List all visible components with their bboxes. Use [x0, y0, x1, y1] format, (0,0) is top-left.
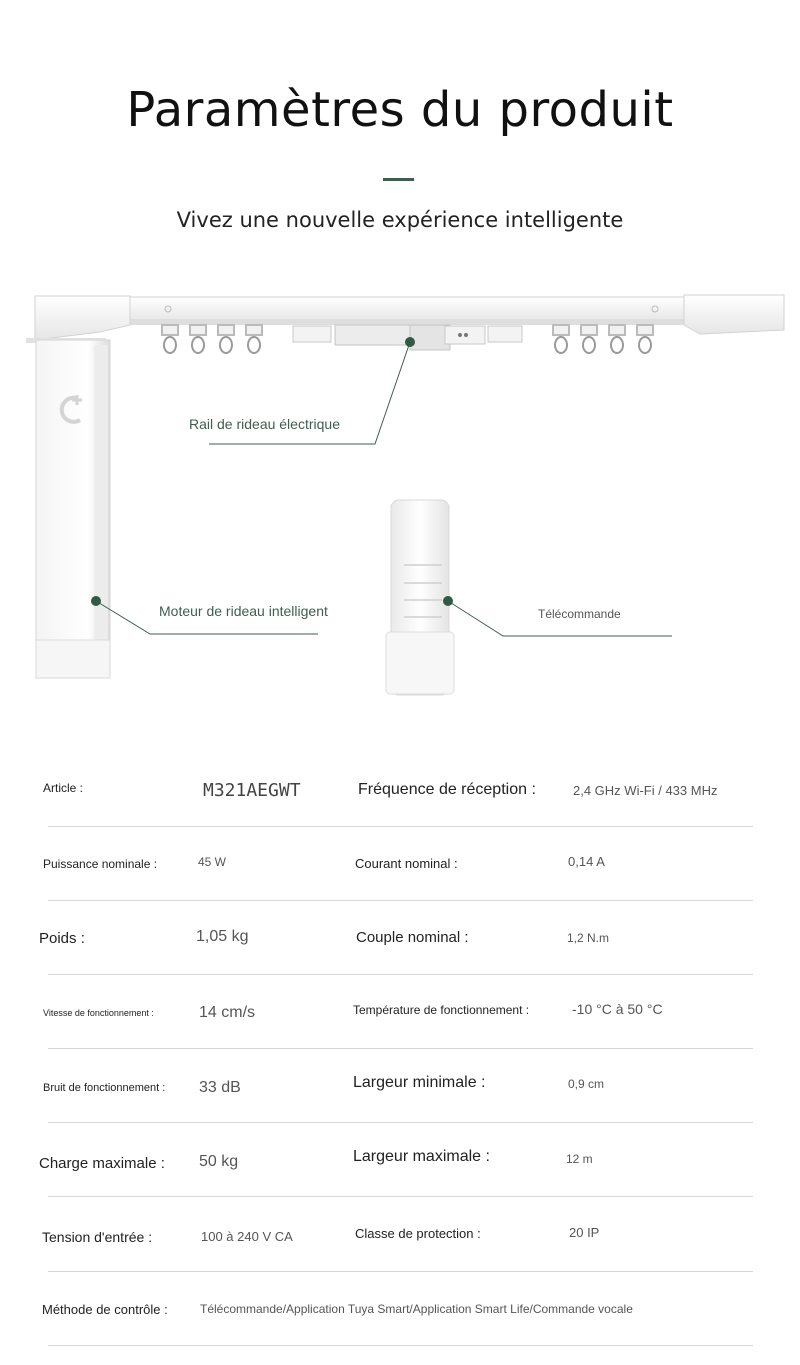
- spec-value-protection: 20 IP: [569, 1225, 600, 1240]
- spec-divider: [48, 826, 753, 827]
- spec-value-temperature: -10 °C à 50 °C: [572, 1001, 663, 1017]
- page-subtitle: Vivez une nouvelle expérience intelligente: [176, 208, 624, 232]
- remote-callout-dot: [443, 596, 453, 606]
- spec-value-article: M321AEGWT: [203, 780, 301, 801]
- spec-value-current: 0,14 A: [568, 854, 605, 869]
- spec-label-noise: Bruit de fonctionnement :: [43, 1082, 166, 1094]
- remote-control: [386, 500, 454, 695]
- spec-label-max-load: Charge maximale :: [39, 1155, 165, 1172]
- callout-motor: Moteur de rideau intelligent: [159, 603, 328, 619]
- page-title: Paramètres du produit: [126, 82, 674, 138]
- callout-leaders: [96, 342, 672, 636]
- spec-label-protection: Classe de protection :: [355, 1226, 481, 1241]
- spec-label-min-width: Largeur minimale :: [353, 1074, 486, 1091]
- spec-value-voltage: 100 à 240 V CA: [201, 1229, 293, 1244]
- spec-label-voltage: Tension d'entrée :: [42, 1229, 153, 1245]
- curtain-motor: [36, 340, 110, 678]
- rail-gliders-left: [162, 325, 262, 353]
- spec-label-current: Courant nominal :: [355, 856, 458, 871]
- spec-value-max-width: 12 m: [566, 1152, 593, 1166]
- callout-remote: Télécommande: [538, 607, 621, 621]
- spec-value-control: Télécommande/Application Tuya Smart/Application Smart Life/Commande vocale: [200, 1302, 633, 1316]
- spec-value-speed: 14 cm/s: [199, 1004, 256, 1021]
- spec-divider: [48, 1048, 753, 1049]
- motor-callout-dot: [91, 596, 101, 606]
- spec-label-speed: Vitesse de fonctionnement :: [43, 1008, 154, 1018]
- spec-divider: [48, 1196, 753, 1197]
- rail-gliders-right: [553, 325, 653, 353]
- spec-label-max-width: Largeur maximale :: [353, 1148, 490, 1165]
- spec-value-power: 45 W: [198, 855, 227, 869]
- product-illustration: [0, 280, 800, 720]
- spec-value-min-width: 0,9 cm: [568, 1077, 605, 1091]
- spec-label-power: Puissance nominale :: [43, 857, 158, 871]
- spec-label-torque: Couple nominal :: [356, 929, 469, 946]
- spec-divider: [48, 974, 753, 975]
- title-accent-bar: [383, 178, 414, 181]
- spec-label-temperature: Température de fonctionnement :: [353, 1003, 530, 1017]
- spec-divider: [48, 900, 753, 901]
- spec-divider: [48, 1345, 753, 1346]
- spec-value-weight: 1,05 kg: [196, 928, 249, 945]
- callout-rail: Rail de rideau électrique: [189, 416, 340, 432]
- spec-label-control: Méthode de contrôle :: [42, 1302, 168, 1317]
- spec-label-weight: Poids :: [39, 930, 85, 947]
- spec-value-noise: 33 dB: [199, 1079, 241, 1096]
- spec-label-article: Article :: [43, 781, 84, 795]
- spec-value-frequency: 2,4 GHz Wi-Fi / 433 MHz: [573, 783, 718, 798]
- spec-value-torque: 1,2 N.m: [567, 931, 610, 945]
- spec-divider: [48, 1122, 753, 1123]
- rail-callout-dot: [405, 337, 415, 347]
- spec-value-max-load: 50 kg: [199, 1153, 239, 1170]
- spec-label-frequency: Fréquence de réception :: [358, 781, 536, 798]
- spec-divider: [48, 1271, 753, 1272]
